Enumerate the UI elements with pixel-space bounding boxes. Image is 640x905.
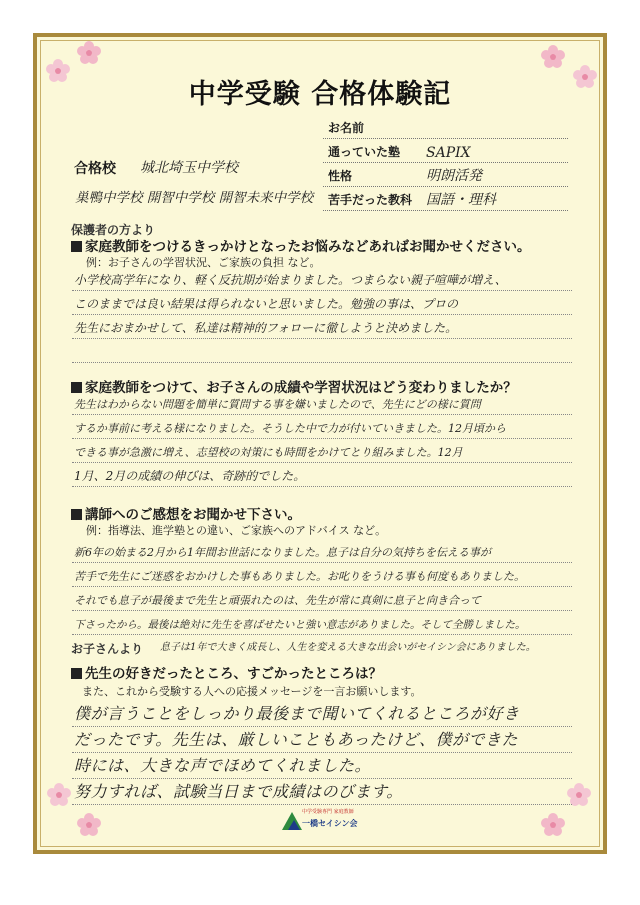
- answer-line: [72, 464, 572, 487]
- answer-line: [72, 726, 572, 753]
- juku-label: 通っていた塾: [328, 145, 401, 159]
- personality-row: [323, 166, 568, 187]
- juku-value: SAPIX: [426, 145, 471, 161]
- question-1-text: 家庭教師をつけるきっかけとなったお悩みなどあればお聞かせください。: [85, 239, 531, 255]
- answer-2-line-2: するか事前に考える様になりました。そうした中で力が付いていきました。12月頃から: [74, 422, 506, 435]
- school-line-1: 城北埼玉中学校: [140, 160, 238, 176]
- personality-value: 明朗活発: [426, 168, 482, 184]
- answer-line: [72, 440, 572, 463]
- question-3-text: 講師へのご感想をお聞かせ下さい。: [85, 507, 301, 523]
- answer-4-line-2: だったです。先生は、厳しいこともあったけど、僕ができた: [74, 730, 519, 749]
- weak-subject-value: 国語・理科: [426, 192, 496, 208]
- flower-icon: [46, 782, 72, 808]
- flower-icon: [76, 812, 102, 838]
- flower-icon: [540, 812, 566, 838]
- name-row: [323, 118, 568, 139]
- answer-line: [72, 268, 572, 291]
- answer-2-line-4: 1月、2月の成績の伸びは、奇跡的でした。: [74, 469, 306, 483]
- name-label: お名前: [328, 121, 365, 135]
- question-1-example: 例：お子さんの学習状況、ご家族の負担 など。: [86, 256, 321, 269]
- question-1: [71, 235, 531, 255]
- answer-line: [72, 700, 572, 727]
- answer-line: [72, 752, 572, 779]
- logo-name: 一橋セイシン会: [302, 819, 358, 828]
- flower-icon: [540, 44, 566, 70]
- question-4-subtext: また、これから受験する人への応援メッセージを一言お願いします。: [82, 685, 422, 698]
- answer-4-line-1: 僕が言うことをしっかり最後まで聞いてくれるところが好き: [74, 704, 520, 723]
- question-4-text: 先生の好きだったところ、すごかったところは？: [85, 666, 382, 682]
- answer-line: [72, 416, 572, 439]
- schools-label: 合格校: [74, 161, 116, 177]
- answer-3-line-3: それでも息子が最後まで先生と頑張れたのは、先生が常に真剣に息子と向き合って: [74, 594, 481, 607]
- answer-3-line-2: 苦手で先生にご迷惑をおかけした事もありました。お叱りをうける事も何度もありました。: [74, 570, 525, 583]
- answer-2-line-3: できる事が急激に増え、志望校の対策にも時間をかけてとり組みました。12月: [74, 446, 463, 459]
- answer-line: [72, 540, 572, 563]
- answer-4-line-4: 努力すれば、試験当日まで成績はのびます。: [74, 782, 403, 801]
- question-3-example: 例：指導法、進学塾との違い、ご家族へのアドバイス など。: [86, 524, 387, 537]
- answer-line: [72, 588, 572, 611]
- answer-1-line-2: このままでは良い結果は得られないと思いました。勉強の事は、プロの: [74, 297, 459, 311]
- answer-line: [72, 612, 572, 635]
- answer-line: [72, 778, 572, 805]
- answer-3-line-1: 新6年の始まる2月から1年間お世話になりました。息子は自分の気持ちを伝える事が: [74, 546, 491, 559]
- page-title: 中学受験 合格体験記: [188, 79, 452, 110]
- question-4: [71, 662, 382, 682]
- square-bullet-icon: [71, 241, 82, 252]
- answer-line: [72, 392, 572, 415]
- guardian-heading: 保護者の方より: [71, 223, 156, 237]
- answer-1-line-1: 小学校高学年になり、軽く反抗期が始まりました。つまらない親子喧嘩が増え、: [74, 273, 507, 287]
- answer-1-line-3: 先生におまかせして、私達は精神的フォローに徹しようと決めました。: [74, 321, 458, 335]
- square-bullet-icon: [71, 509, 82, 520]
- answer-3-line-4: 下さったから。最後は絶対に先生を喜ばせたいと強い意志がありました。そして全勝しました。: [74, 619, 526, 631]
- answer-line: [72, 292, 572, 315]
- logo-subtitle: 中学受験専門 家庭教師: [302, 809, 354, 815]
- square-bullet-icon: [71, 668, 82, 679]
- question-3: [71, 503, 301, 523]
- answer-line: [72, 340, 572, 363]
- flower-icon: [76, 40, 102, 66]
- answer-line: [72, 316, 572, 339]
- answer-2-line-1: 先生はわからない問題を簡単に質問する事を嫌いましたので、先生にどの様に質問: [74, 398, 481, 411]
- juku-row: [323, 142, 568, 163]
- question-2-text: 家庭教師をつけて、お子さんの成績や学習状況はどう変わりましたか？: [85, 380, 517, 396]
- answer-3-line-5: 息子は1年で大きく成長し、人生を変える大きな出会いがセイシン会にありました。: [160, 642, 536, 653]
- answer-4-line-3: 時には、大きな声でほめてくれました。: [74, 756, 372, 775]
- weak-subject-label: 苦手だった教科: [328, 193, 413, 207]
- answer-line: [72, 564, 572, 587]
- child-heading: お子さんより: [71, 642, 144, 656]
- personality-label: 性格: [328, 169, 353, 183]
- school-line-2: 巣鴨中学校 開智中学校 開智未来中学校: [75, 190, 314, 206]
- weak-subject-row: [323, 190, 568, 211]
